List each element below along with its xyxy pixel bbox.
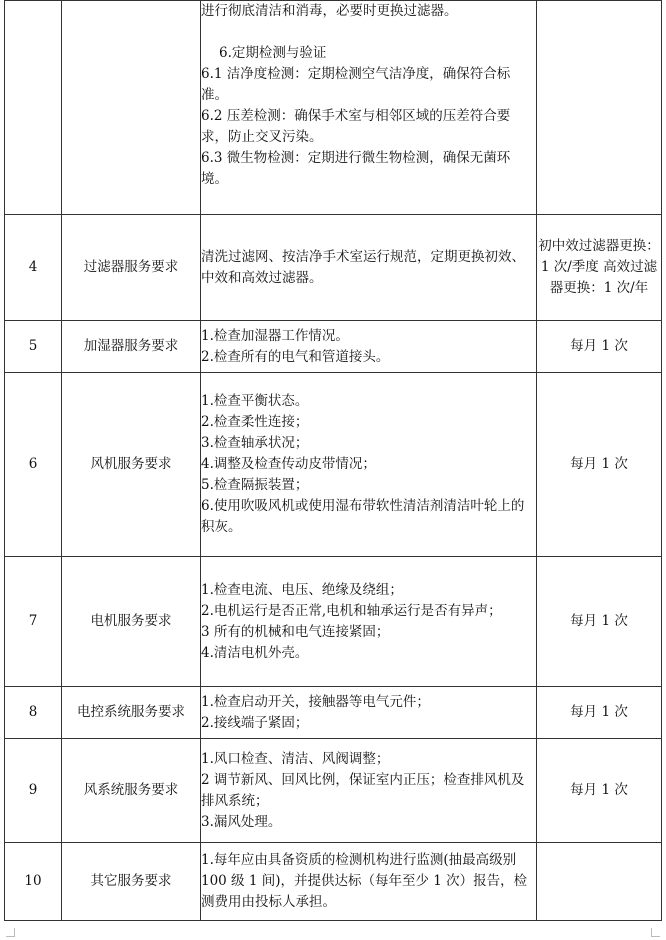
- frequency: [537, 843, 662, 921]
- frequency: 每月 1 次: [537, 557, 662, 687]
- service-item: 风机服务要求: [62, 373, 201, 557]
- frequency: 每月 1 次: [537, 687, 662, 739]
- corner-mark-left: [6, 928, 15, 937]
- requirement-line: 1.检查加湿器工作情况。: [201, 327, 349, 344]
- requirement-line: 1.风口检查、清洁、风阀调整；: [201, 750, 390, 767]
- requirement-line: 3.检查轴承状况；: [201, 435, 309, 451]
- requirement-line: 2.检查所有的电气和管道接头。: [201, 348, 390, 365]
- table-row: [5, 739, 662, 843]
- row-number: 5: [5, 321, 62, 373]
- requirement-cell: [201, 557, 537, 687]
- service-item: 风系统服务要求: [62, 739, 201, 843]
- section-heading: 6.定期检测与验证: [219, 45, 327, 61]
- requirement-line: 1.检查启动开关，接触器等电气元件；: [201, 693, 430, 710]
- row-number: 6: [5, 373, 62, 557]
- requirement-line: 3 所有的机械和电气连接紧固；: [201, 623, 390, 640]
- row-number: 10: [5, 843, 62, 921]
- requirement-line: 6.3 微生物检测：定期进行微生物检测，确保无菌环境。: [201, 150, 511, 187]
- table-row-continuation: [5, 1, 662, 215]
- requirement-line: 4.调整及检查传动皮带情况；: [201, 456, 376, 472]
- requirement-line: 3.漏风处理。: [201, 813, 282, 830]
- table-row: [5, 843, 662, 921]
- maintenance-requirements-table: [4, 0, 662, 921]
- service-item: 电机服务要求: [62, 557, 201, 687]
- row-number: 7: [5, 557, 62, 687]
- requirement-line: 6.使用吹吸风机或使用湿布带软性清洁剂清洁叶轮上的积灰。: [201, 498, 525, 535]
- requirement-line: 1.检查平衡状态。: [201, 393, 309, 409]
- table-row: [5, 557, 662, 687]
- requirement-cell: [201, 373, 537, 557]
- frequency-cell: [537, 1, 662, 215]
- table-row: [5, 321, 662, 373]
- item-cell: [62, 1, 201, 215]
- frequency: 每月 1 次: [537, 373, 662, 557]
- row-number-cell: [5, 1, 62, 215]
- row-number: 8: [5, 687, 62, 739]
- requirement-line: 5.检查隔振装置；: [201, 477, 309, 493]
- requirement-line: 6.1 洁净度检测：定期检测空气洁净度，确保符合标准。: [201, 66, 511, 103]
- requirement-line: 2.电机运行是否正常,电机和轴承运行是否有异声；: [201, 602, 502, 619]
- service-item: 电控系统服务要求: [62, 687, 201, 739]
- page-corner-marks: [0, 928, 666, 940]
- service-item: 过滤器服务要求: [62, 215, 201, 321]
- row-number: 9: [5, 739, 62, 843]
- table-row: [5, 373, 662, 557]
- requirement-cell: [201, 1, 537, 215]
- requirement-line: 1.每年应由具备资质的检测机构进行监测(抽最高级别 100 级 1 间)，并提供达标（每年至少 1 次）报告，检测费用由投标人承担。: [201, 852, 528, 910]
- frequency: 每月 1 次: [537, 739, 662, 843]
- requirement-cell: [201, 843, 537, 921]
- requirement-cell: [201, 215, 537, 321]
- requirement-line-blank: [201, 22, 536, 43]
- requirement-line: 进行彻底清洁和消毒，必要时更换过滤器。: [201, 3, 458, 19]
- requirement-line: 2 调节新风、回风比例，保证室内正压；检查排风机及排风系统；: [201, 771, 525, 809]
- requirement-line: 2.接线端子紧固；: [201, 714, 309, 731]
- requirement-cell: [201, 687, 537, 739]
- requirement-line: 6.2 压差检测：确保手术室与相邻区域的压差符合要求，防止交叉污染。: [201, 108, 511, 145]
- requirement-cell: [201, 321, 537, 373]
- frequency: 每月 1 次: [537, 321, 662, 373]
- frequency: 初中效过滤器更换：1 次/季度 高效过滤器更换：1 次/年: [537, 215, 662, 321]
- requirement-cell: [201, 739, 537, 843]
- requirement-line: 清洗过滤网、按洁净手术室运行规范，定期更换初效、中效和高效过滤器。: [201, 248, 525, 286]
- row-number: 4: [5, 215, 62, 321]
- service-item: 其它服务要求: [62, 843, 201, 921]
- service-item: 加湿器服务要求: [62, 321, 201, 373]
- requirement-line: 4.清洁电机外壳。: [201, 644, 309, 661]
- table-row: [5, 687, 662, 739]
- corner-mark-right: [651, 928, 660, 937]
- requirement-line: 1.检查电流、电压、绝缘及绕组；: [201, 581, 403, 598]
- table-row: [5, 215, 662, 321]
- requirement-line: 2.检查柔性连接；: [201, 414, 309, 430]
